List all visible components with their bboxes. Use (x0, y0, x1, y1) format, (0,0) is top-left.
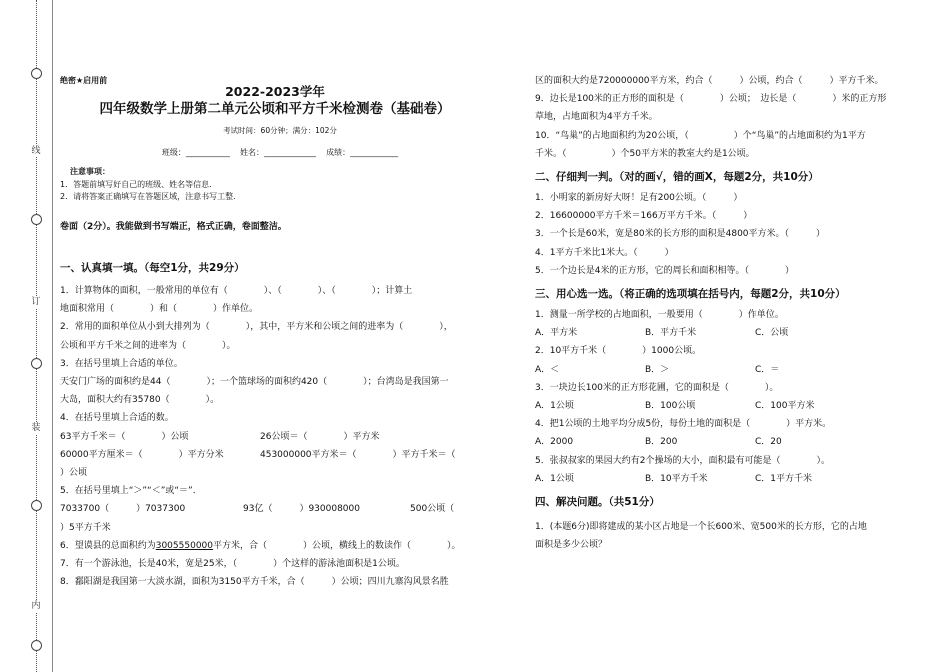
option-c: C．＝ (755, 364, 780, 375)
notes-heading: 注意事项： (70, 167, 110, 177)
judge-item: 1．小明家的新房好大呀！足有200公顷。（ ） (535, 193, 743, 204)
question-line: 8．鄱阳湖是我国第一大淡水湖，面积为3150平方千米，合（ ）公顷；四川九寨沟风景名胜 (60, 577, 449, 588)
choice-options (535, 324, 895, 342)
punch-circle (31, 68, 42, 79)
question-line: 7．有一个游泳池，长是40米，宽是25米，（ ）个这样的游泳池面积是1公顷。 (60, 558, 405, 569)
student-fields (60, 146, 470, 160)
option-a: A．1公顷 (535, 401, 574, 412)
exam-info: 考试时间：60分钟；满分：102分 (223, 126, 337, 136)
punch-circle (31, 358, 42, 369)
judge-item: 5．一个边长是4米的正方形，它的周长和面积相等。（ ） (535, 265, 794, 276)
option-b: B．＞ (645, 364, 670, 375)
question-line: 2．常用的面积单位从小到大排列为（ ），其中，平方米和公顷之间的进率为（ ）， (60, 322, 453, 333)
q6-text: 6．望谟县的总面积约为 (60, 540, 156, 551)
option-b: B．100公顷 (645, 401, 696, 412)
right-column (535, 72, 895, 554)
punch-circle (31, 500, 42, 511)
binding-label: 线 (31, 146, 41, 156)
option-b: B．平方千米 (645, 328, 697, 339)
name-field: 姓名：_____________ (240, 148, 316, 158)
problem-line: 1．(本题6分)即将建成的某小区占地是一个长600米、宽500米的长方形，它的占地 (535, 521, 867, 532)
judge-item: 3．一个长是60米，宽是80米的长方形的面积是4800平方米。（ ） (535, 229, 826, 240)
option-c: C．20 (755, 437, 782, 448)
q5-row (60, 500, 470, 518)
option-a: A．＜ (535, 364, 560, 375)
year-title: 2022-2023学年 (225, 84, 325, 100)
score-field: 成绩：____________ (326, 148, 399, 158)
question-line: 地面积常用（ ）和（ ）作单位。 (60, 304, 259, 315)
option-a: A．平方米 (535, 328, 578, 339)
section4-title: 四、解决问题。（共51分） (535, 495, 660, 508)
option-b: B．200 (645, 437, 678, 448)
handwriting-note: 卷面（2分）。我能做到书写端正，格式正确，卷面整洁。 (60, 221, 287, 232)
choice-options (535, 470, 895, 488)
class-field: 班级：___________ (161, 148, 230, 158)
question-line: 1．计算物体的面积，一般常用的单位有（ ）、（ ）、（ ）；计算土 (60, 285, 413, 296)
option-c: C．公顷 (755, 328, 789, 339)
note-item: 1．答题前填写好自己的班级、姓名等信息． (60, 179, 218, 189)
q4-row (60, 428, 470, 446)
punch-circle (31, 640, 42, 651)
punch-circle (31, 214, 42, 225)
option-b: B．10平方千米 (645, 473, 708, 484)
question-line: ）5平方千米 (60, 522, 111, 533)
choice-options (535, 361, 895, 379)
q5-item: 500公顷（ (410, 504, 455, 515)
question-line: ）公顷 (60, 467, 88, 478)
left-column (60, 72, 470, 591)
question-line: 区的面积大约是720000000平方米，约合（ ）公顷，约合（ ）平方千米。 (535, 76, 884, 86)
choice-question: 4．把1公顷的土地平均分成5份，每份土地的面积是（ ）平方米。 (535, 419, 832, 430)
question-line: 草地，占地面积为4平方千米。 (535, 112, 658, 123)
binding-label: 内 (31, 601, 41, 611)
q4-row (60, 446, 470, 464)
section3-title: 三、用心选一选。（将正确的选项填在括号内，每题2分，共10分） (535, 288, 846, 301)
q4-item: 26公顷＝（ ）平方米 (260, 431, 380, 442)
secret-label: 绝密★启用前 (60, 76, 108, 85)
binding-margin (0, 0, 52, 672)
q6-text: 平方米，合（ ）公顷，横线上的数读作（ ）。 (213, 540, 461, 551)
binding-label: 装 (31, 423, 41, 433)
q4-item: 63平方千米＝（ ）公顷 (60, 431, 189, 442)
section1-title: 一、认真填一填。（每空1分，共29分） (60, 261, 245, 274)
question-line: 9．边长是100米的正方形的面积是（ ）公顷； 边长是（ ）米的正方形 (535, 94, 887, 105)
question-line: 大岛，面积大约有35780（ ）。 (60, 395, 220, 406)
question-line: 公顷和平方千米之间的进率为（ ）。 (60, 340, 236, 351)
question-line: 4．在括号里填上合适的数。 (60, 413, 174, 424)
q5-item: 7033700（ ）7037300 (60, 504, 186, 515)
q5-item: 93亿（ ）930008000 (243, 504, 360, 515)
choice-question: 5．张叔叔家的果园大约有2个操场的大小，面积最有可能是（ ）。 (535, 455, 830, 466)
option-c: C．1平方千米 (755, 473, 813, 484)
binding-label: 订 (31, 297, 41, 307)
question-line (60, 537, 470, 555)
choice-options (535, 397, 895, 415)
question-line: 天安门广场的面积约是44（ ）；一个篮球场的面积约420（ ）；台湾岛是我国第一 (60, 376, 449, 387)
problem-line: 面积是多少公顷？ (535, 540, 608, 551)
choice-question: 1．测量一所学校的占地面积，一般要用（ ）作单位。 (535, 310, 784, 321)
page-title: 四年级数学上册第二单元公顷和平方千米检测卷（基础卷） (99, 101, 451, 118)
choice-question: 2．10平方千米（ ）1000公顷。 (535, 346, 702, 357)
question-line: 3．在括号里填上合适的单位。 (60, 358, 183, 369)
q4-item: 453000000平方米＝（ ）平方千米＝（ (260, 449, 456, 460)
q4-item: 60000平方厘米＝（ ）平方分米 (60, 449, 224, 460)
option-a: A．2000 (535, 437, 574, 448)
question-line: 5．在括号里填上“＞”“＜”或“＝”． (60, 486, 202, 497)
question-line: 千米。（ ）个50平方米的教室大约是1公顷。 (535, 148, 755, 159)
choice-options (535, 433, 895, 451)
option-c: C．100平方米 (755, 401, 815, 412)
margin-rule (52, 0, 53, 672)
choice-question: 3．一块边长100米的正方形花圃，它的面积是（ ）。 (535, 382, 779, 393)
judge-item: 2．16600000平方千米＝166万平方千米。（ ） (535, 211, 753, 222)
note-item: 2．请将答案正确填写在答题区域，注意书写工整． (60, 192, 242, 202)
notes (60, 166, 470, 204)
judge-item: 4．1平方千米比1米大。（ ） (535, 247, 674, 258)
question-line: 10．“鸟巢”的占地面积约为20公顷，（ ）个“鸟巢”的占地面积约为1平方 (535, 130, 866, 141)
option-a: A．1公顷 (535, 473, 574, 484)
binding-dotted-line (36, 0, 37, 672)
section2-title: 二、仔细判一判。（对的画√，错的画X，每题2分，共10分） (535, 171, 819, 184)
q6-number: 3005550000 (155, 540, 213, 551)
